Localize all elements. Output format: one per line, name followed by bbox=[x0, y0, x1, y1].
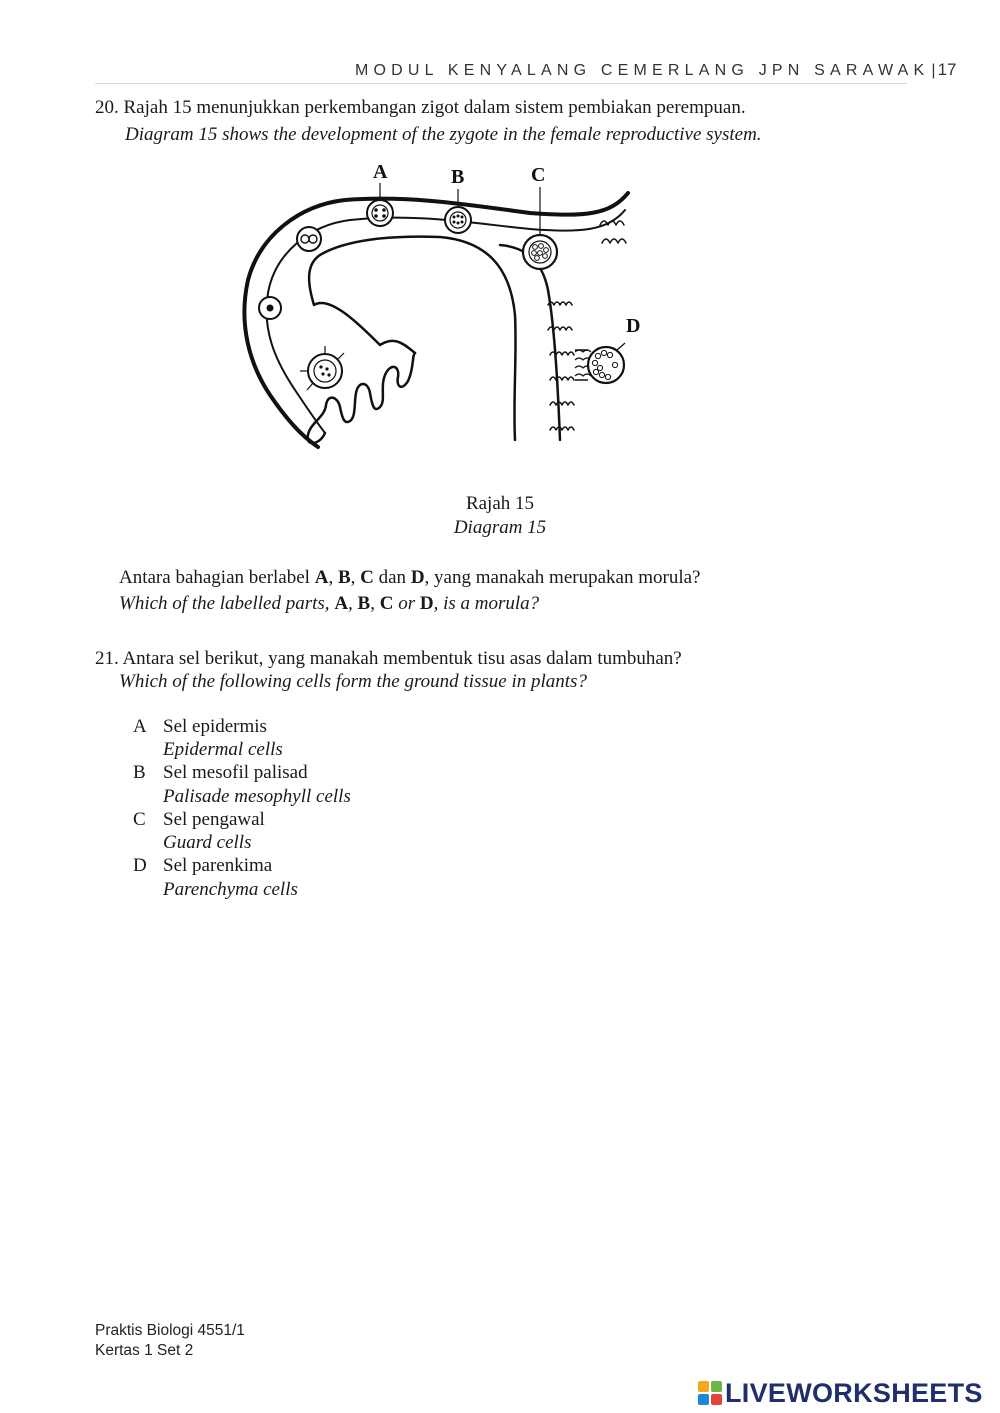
q20-stem-ms bbox=[95, 96, 746, 119]
option-text-ms: Sel parenkima bbox=[163, 855, 273, 876]
q20-question-ms: Antara bahagian berlabel A, B, C dan D, yang manakah merupakan morula? bbox=[119, 567, 701, 588]
option-text-ms: Sel mesofil palisad bbox=[163, 762, 308, 783]
module-title: MODUL KENYALANG CEMERLANG JPN SARAWAK bbox=[355, 62, 930, 79]
q21-text-en: Which of the following cells form the ground tissue in plants? bbox=[119, 671, 587, 692]
diagram-label-A: A bbox=[373, 161, 388, 183]
liveworksheets-logo-icon bbox=[698, 1381, 722, 1405]
diagram-caption-en: Diagram 15 bbox=[453, 517, 547, 538]
diagram-label-D: D bbox=[626, 315, 641, 337]
footer-line-2: Kertas 1 Set 2 bbox=[95, 1342, 194, 1359]
footer-line-1: Praktis Biologi 4551/1 bbox=[95, 1322, 245, 1339]
brand-name: LIVEWORKSHEETS bbox=[725, 1377, 983, 1408]
option-A-en: Epidermal cells bbox=[163, 739, 283, 760]
diagram-label-C: C bbox=[531, 164, 546, 186]
option-D[interactable] bbox=[133, 854, 272, 877]
diagram-label-B: B bbox=[451, 166, 465, 188]
q20-text-en: Diagram 15 shows the development of the zygote in the female reproductive system. bbox=[125, 124, 762, 145]
option-letter: D bbox=[133, 855, 147, 876]
header-rule bbox=[95, 83, 907, 84]
option-C-en: Guard cells bbox=[163, 832, 252, 853]
option-letter: B bbox=[133, 762, 146, 783]
option-text-ms: Sel epidermis bbox=[163, 716, 267, 737]
q20-question-en: Which of the labelled parts, A, B, C or D, is a morula? bbox=[119, 593, 540, 614]
page-header bbox=[355, 60, 956, 80]
two-cell-stage bbox=[297, 227, 321, 251]
cell-B-eight-cell-stage bbox=[445, 207, 471, 233]
option-letter: A bbox=[133, 716, 147, 737]
zygote-development-diagram bbox=[230, 155, 680, 465]
diagram-caption-ms: Rajah 15 bbox=[465, 493, 535, 514]
option-B[interactable] bbox=[133, 761, 308, 784]
option-D-en: Parenchyma cells bbox=[163, 879, 298, 900]
cell-D-implanted-blastocyst bbox=[575, 347, 624, 383]
q20-number: 20. bbox=[95, 97, 119, 118]
page-number: 17 bbox=[937, 60, 957, 79]
fertilisation-site bbox=[300, 346, 344, 390]
option-C[interactable] bbox=[133, 808, 265, 831]
q21-stem-ms bbox=[95, 647, 682, 670]
option-text-ms: Sel pengawal bbox=[163, 809, 265, 830]
cell-A-four-cell-stage bbox=[367, 200, 393, 226]
option-B-en: Palisade mesophyll cells bbox=[163, 786, 351, 807]
header-separator: | bbox=[931, 62, 936, 79]
q21-text-ms: Antara sel berikut, yang manakah membentuk tisu asas dalam tumbuhan? bbox=[122, 648, 682, 669]
egg-cell bbox=[259, 297, 281, 319]
option-letter: C bbox=[133, 809, 146, 830]
q21-number: 21. bbox=[95, 648, 119, 669]
q20-text-ms: Rajah 15 menunjukkan perkembangan zigot dalam sistem pembiakan perempuan. bbox=[123, 97, 746, 118]
liveworksheets-brand[interactable] bbox=[698, 1378, 983, 1408]
option-A[interactable] bbox=[133, 715, 267, 738]
page-footer bbox=[95, 1321, 245, 1361]
cell-C-morula bbox=[523, 235, 557, 269]
